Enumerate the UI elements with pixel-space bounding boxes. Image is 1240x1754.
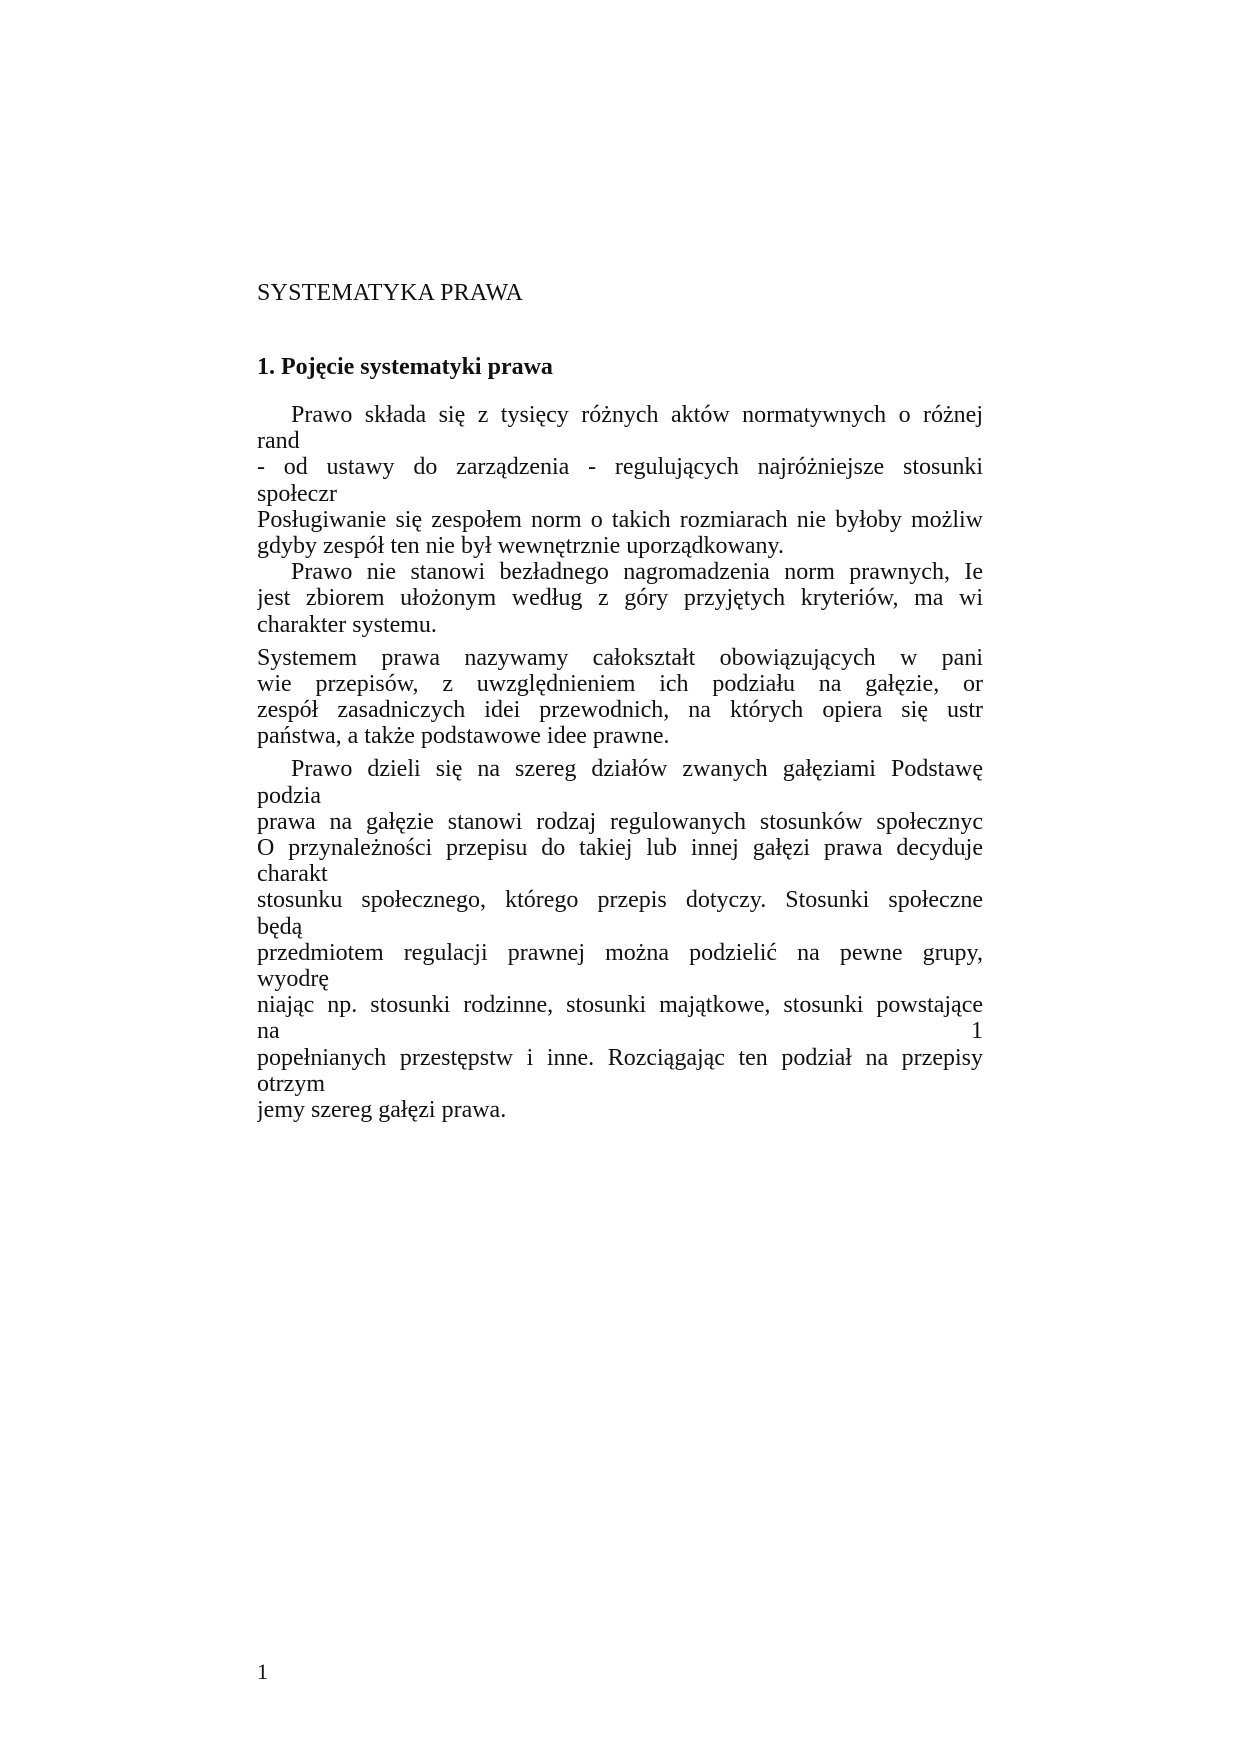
paragraph-gap [257,638,983,645]
text-line: wie przepisów, z uwzględnieniem ich podziału na gałęzie, or [257,670,983,697]
text-line: otrzym [257,1070,325,1097]
text-line: Prawo dzieli się na szereg działów zwanych gałęziami Podstawę [291,756,983,783]
text-line: Posługiwanie się zespołem norm o takich rozmiarach nie byłoby możliw [257,506,983,533]
text-line: wyodrę [257,965,329,992]
page-number: 1 [257,1659,268,1684]
paragraph-1 [257,402,983,559]
text-line: prawa na gałęzie stanowi rodzaj regulowanych stosunków społecznyc [257,808,983,835]
text-line [257,1018,983,1044]
text-line: popełnianych przestępstw i inne. Rozciągając ten podział na przepisy [257,1044,983,1071]
text-line: O przynależności przepisu do takiej lub innej gałęzi prawa decyduje [257,835,983,861]
text-line: charakt [257,861,328,888]
section-heading: 1. Pojęcie systematyki prawa [257,354,553,380]
inline-number: 1 [971,1018,983,1045]
text-line: gdyby zespół ten nie był wewnętrznie uporządkowany. [257,532,784,559]
text-line: Prawo nie stanowi bezładnego nagromadzenia norm prawnych, Ie [291,559,983,586]
text-line: przedmiotem regulacji prawnej można podzielić na pewne grupy, [257,939,983,966]
text-line: Systemem prawa nazywamy całokształt obowiązujących w pani [257,644,983,671]
paragraph-3 [257,645,983,750]
text-line: stosunku społecznego, którego przepis dotyczy. Stosunki społeczne [257,887,983,914]
document-body [257,402,983,1123]
text-line: będą [257,913,303,940]
text-line: zespół zasadniczych idei przewodnich, na których opiera się ustr [257,697,983,724]
paragraph-4 [257,756,983,1123]
text-line: państwa, a także podstawowe idee prawne. [257,723,670,750]
text-line: podzia [257,782,321,809]
text-line: Prawo składa się z tysięcy różnych aktów normatywnych o różnej [291,402,983,428]
text-line: niając np. stosunki rodzinne, stosunki majątkowe, stosunki powstające [257,992,983,1019]
paragraph-gap [257,749,983,756]
text-line: jemy szereg gałęzi prawa. [257,1096,507,1123]
text-fragment: na [257,1018,280,1045]
document-title: SYSTEMATYKA PRAWA [257,280,524,306]
text-line: jest zbiorem ułożonym według z góry przyjętych kryteriów, ma wi [257,585,983,612]
text-line: - od ustawy do zarządzenia - regulujących najróżniejsze stosunki [257,454,983,481]
text-line: społeczr [257,480,337,507]
text-line: rand [257,428,300,455]
text-line: charakter systemu. [257,611,437,638]
paragraph-2 [257,559,983,638]
